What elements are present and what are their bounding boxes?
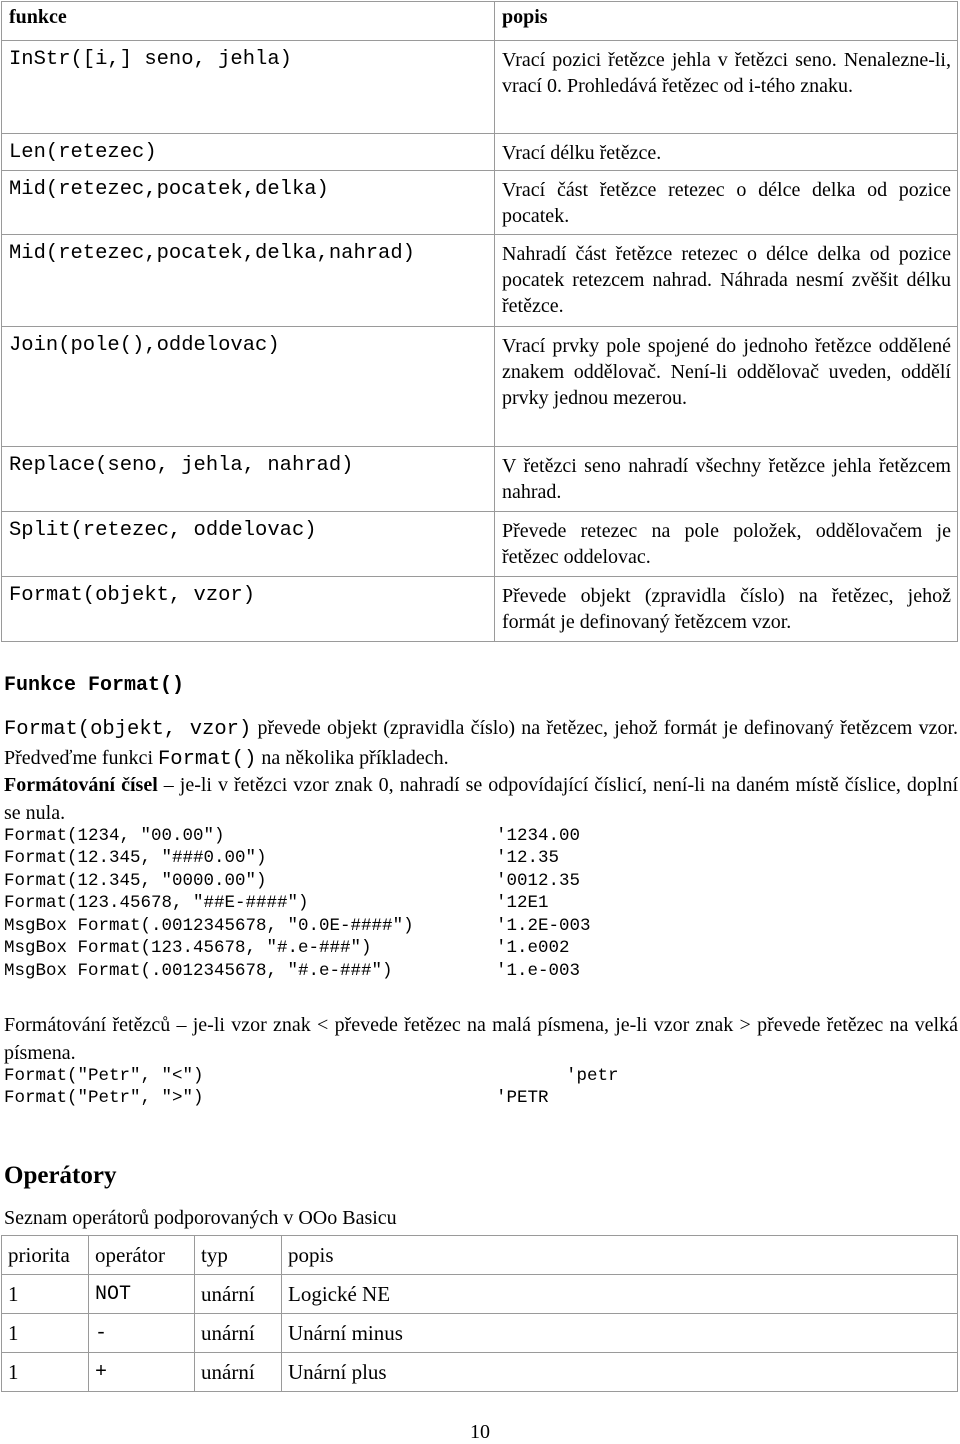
operators-heading: Operátory	[4, 1162, 117, 1189]
cell-priority: 1	[2, 1275, 89, 1314]
inline-code: Format()	[158, 748, 257, 771]
format-intro-paragraph	[4, 714, 958, 774]
cell-type: unární	[195, 1275, 282, 1314]
code-result: '1.e002	[496, 938, 570, 958]
number-format-paragraph	[4, 771, 958, 827]
table-row	[2, 577, 958, 642]
code-example: Format(12.345, "###0.00")	[4, 848, 267, 868]
func-desc: V řetězci seno nahradí všechny řetězce jehla řetězcem nahrad.	[495, 447, 958, 512]
code-example: Format("Petr", "<")	[4, 1066, 204, 1086]
functions-table	[1, 1, 958, 642]
cell-operator: NOT	[89, 1275, 195, 1314]
inline-code: Format(objekt, vzor)	[4, 718, 252, 741]
table-row	[2, 1314, 958, 1353]
func-name: Len(retezec)	[2, 134, 495, 171]
cell-type: unární	[195, 1314, 282, 1353]
cell-priority: 1	[2, 1314, 89, 1353]
table-row	[2, 41, 958, 134]
header-priorita: priorita	[2, 1236, 89, 1275]
code-result: '12.35	[496, 848, 560, 868]
string-format-paragraph: Formátování řetězců – je-li vzor znak < převede řetězec na malá písmena, je-li vzor znak > převede řetězec na velká písmena.	[4, 1014, 958, 1064]
func-name: Mid(retezec,pocatek,delka,nahrad)	[2, 235, 495, 327]
code-example: Format("Petr", ">")	[4, 1088, 204, 1108]
func-name: Format(objekt, vzor)	[2, 577, 495, 642]
code-example: Format(12.345, "0000.00")	[4, 871, 267, 891]
func-desc: Vrací délku řetězce.	[495, 134, 958, 171]
code-result: 'petr	[566, 1066, 619, 1086]
code-result: '0012.35	[496, 871, 581, 891]
cell-description: Logické NE	[282, 1275, 958, 1314]
cell-description: Unární minus	[282, 1314, 958, 1353]
header-typ: typ	[195, 1236, 282, 1275]
bold-term: Formátování čísel	[4, 774, 158, 796]
paragraph-text: na několika příkladech.	[256, 747, 449, 769]
table-header-row	[2, 1236, 958, 1275]
paragraph-text: – je-li v řetězci vzor znak 0, nahradí se odpovídající číslicí, není-li na daném místě číslice, doplní se nula.	[4, 774, 959, 824]
func-desc: Vrací pozici řetězce jehla v řetězci seno. Nenalezne-li, vrací 0. Prohledává řetězec od i-tého znaku.	[495, 41, 958, 134]
table-row	[2, 1275, 958, 1314]
header-funkce: funkce	[2, 2, 495, 41]
table-header-row	[2, 2, 958, 41]
cell-priority: 1	[2, 1353, 89, 1392]
code-example: Format(1234, "00.00")	[4, 826, 225, 846]
code-result: '1.e-003	[496, 961, 581, 981]
code-example: MsgBox Format(.0012345678, "#.e-###")	[4, 961, 393, 981]
code-result: '1.2E-003	[496, 916, 591, 936]
func-name: Split(retezec, oddelovac)	[2, 512, 495, 577]
func-name: Replace(seno, jehla, nahrad)	[2, 447, 495, 512]
func-desc: Vrací prvky pole spojené do jednoho řetězce oddělené znakem oddělovač. Není-li oddělovač uveden, oddělí prvky jednou mezerou.	[495, 327, 958, 447]
func-desc: Nahradí část řetězce retezec o délce delka od pozice pocatek retezcem nahrad. Náhrada nesmí zvěšit délku řetězce.	[495, 235, 958, 327]
code-result: '12E1	[496, 893, 549, 913]
code-example: MsgBox Format(123.45678, "#.e-###")	[4, 938, 372, 958]
table-row	[2, 327, 958, 447]
func-name: Join(pole(),oddelovac)	[2, 327, 495, 447]
code-result: '1234.00	[496, 826, 581, 846]
table-row	[2, 171, 958, 235]
table-row	[2, 512, 958, 577]
func-desc: Převede retezec na pole položek, oddělovačem je řetězec oddelovac.	[495, 512, 958, 577]
func-desc: Převede objekt (zpravidla číslo) na řetězec, jehož formát je definovaný řetězcem vzor.	[495, 577, 958, 642]
cell-description: Unární plus	[282, 1353, 958, 1392]
header-operator: operátor	[89, 1236, 195, 1275]
func-name: InStr([i,] seno, jehla)	[2, 41, 495, 134]
page-number: 10	[470, 1421, 490, 1443]
cell-type: unární	[195, 1353, 282, 1392]
cell-operator: -	[89, 1314, 195, 1353]
table-row	[2, 447, 958, 512]
operators-table	[1, 1235, 958, 1392]
table-row	[2, 134, 958, 171]
code-example: MsgBox Format(.0012345678, "0.0E-####")	[4, 916, 414, 936]
func-name: Mid(retezec,pocatek,delka)	[2, 171, 495, 235]
paragraph-text: převede objekt (zpravidla číslo) na řetězec, jehož formát je definovaný řetězcem vzor. Předveďme funkci	[4, 717, 958, 769]
header-popis: popis	[282, 1236, 958, 1275]
table-row	[2, 1353, 958, 1392]
table-row	[2, 235, 958, 327]
func-desc: Vrací část řetězce retezec o délce delka od pozice pocatek.	[495, 171, 958, 235]
cell-operator: +	[89, 1353, 195, 1392]
header-popis: popis	[495, 2, 958, 41]
code-result: 'PETR	[496, 1088, 549, 1108]
code-example: Format(123.45678, "##E-####")	[4, 893, 309, 913]
format-section-heading: Funkce Format()	[4, 674, 185, 697]
operators-intro: Seznam operátorů podporovaných v OOo Basicu	[4, 1207, 397, 1229]
